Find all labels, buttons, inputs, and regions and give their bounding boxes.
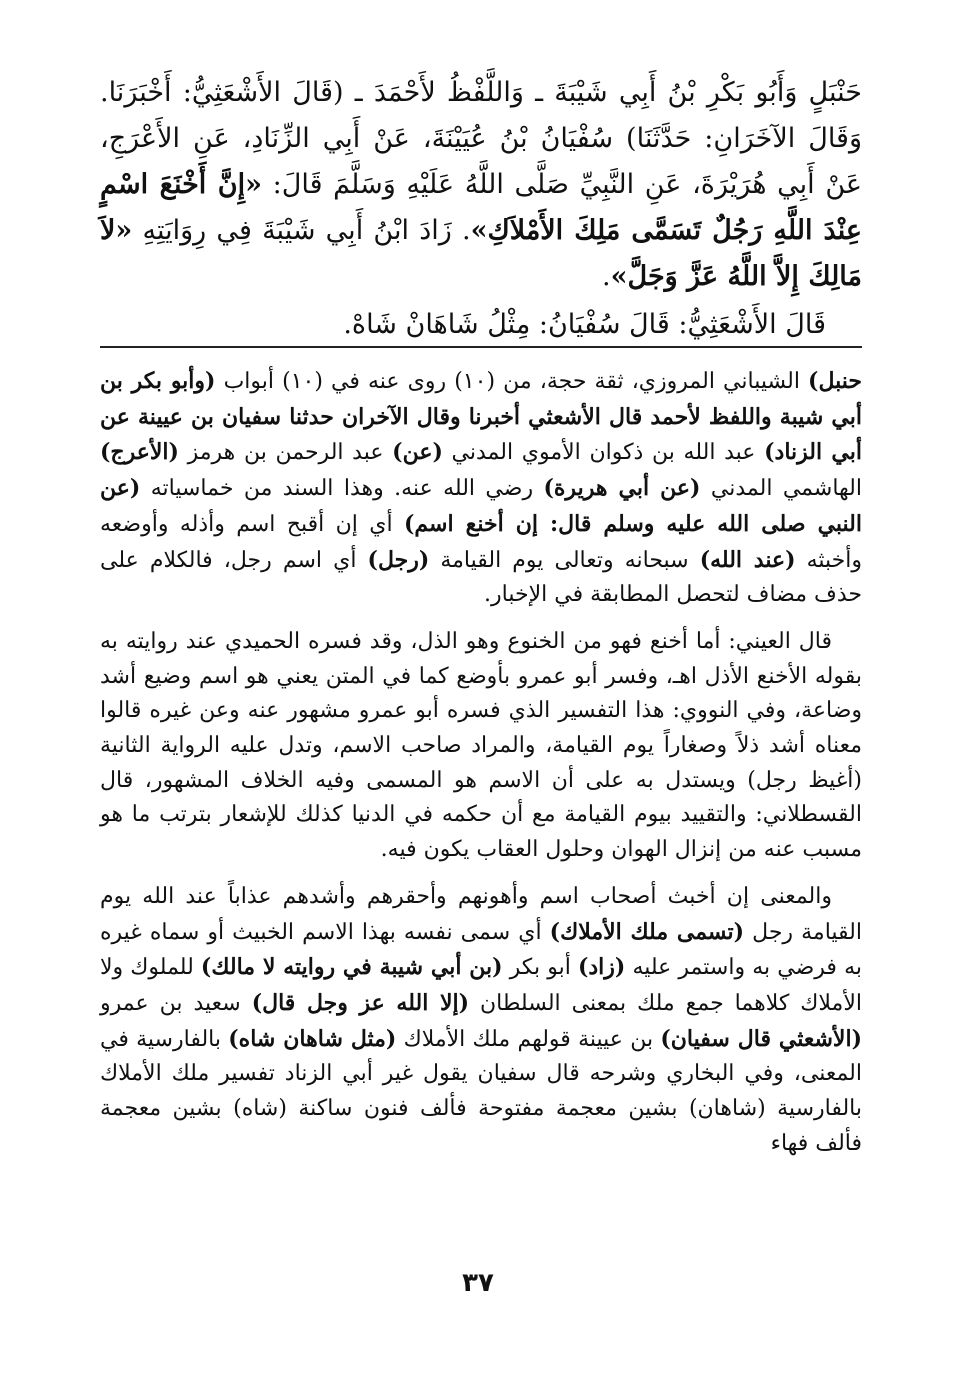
commentary-paragraph-2: قال العيني: أما أخنع فهو من الخنوع وهو الذل، وقد فسره الحميدي عند روايته به بقوله الأخنع الأذل اهـ، وفسر أبو عمرو بأوضع كما في المتن يعني هو اسم وضيع أشد وضاعة، وفي النووي: هذا التفسير الذي فسره أبو عمرو مشهور عنه وعن غيره قالوا معناه أشد ذلاً وصغاراً يوم القيامة، والمراد صاحب الاسم، وتدل عليه الرواية الثانية (أغيظ رجل) ويستدل به على أن الاسم هو المسمى وفيه الخلاف المشهور، قال القسطلاني: والتقييد بيوم القيامة مع أن حكمه في الدنيا كذلك للإشعار بترتب ما هو مسبب عنه من إنزال الهوان وحلول العقاب يكون فيه. [100,628,862,863]
commentary-text: رضي الله عنه. وهذا السند من خماسياته [140,476,544,502]
commentary-text: والمعنى إن أخبث أصحاب اسم وأهونهم وأحقرهم وأشدهم عذاباً عند الله يوم القيامة رجل [100,883,862,945]
commentary-paragraph-3 [100,880,862,1162]
page-number: ٣٧ [462,1268,494,1298]
commentary-term: (وأبو بكر بن أبي شيبة واللفظ لأحمد قال الأشعثي أخبرنا وقال الآخران حدثنا سفيان بن عيينة عن أبي الزناد) [100,368,863,466]
commentary-text: عبد الله بن ذكوان الأموي المدني [442,440,765,466]
hadith-text [100,70,862,348]
hadith-ashathi-line: قَالَ الأَشْعَثِيُّ: قَالَ سُفْيَانُ: مِثْلُ شَاهَانْ شَاهْ. [343,309,826,340]
commentary-term: (عن أبي هريرة) [543,475,701,502]
commentary [100,364,862,1173]
hadith-block [100,70,862,348]
commentary-text: أبو بكر [502,955,578,981]
commentary-term: (زاد) [577,954,626,981]
commentary-term: (عن) [392,439,443,466]
commentary-term: (إلا الله عز وجل قال) [251,989,470,1016]
commentary-term: (مثل شاهان شاه) [228,1025,397,1052]
commentary-term: (تسمى ملك الأملاك) [549,918,745,945]
commentary-text: عبد الرحمن بن هرمز [178,440,393,466]
commentary-term: (عند الله) [699,546,796,573]
commentary-text: سعيد بن عمرو [100,990,252,1016]
hadith-addition: «لاَ مَالِكَ إِلاَّ اللَّهُ عَزَّ وَجَلَّ» [100,215,862,292]
footnote-divider [100,346,862,348]
hadith-matn: «إِنَّ أَخْنَعَ اسْمٍ عِنْدَ اللَّهِ رَجُلٌ تَسَمَّى مَلِكَ الأَمْلاَكِ» [100,169,862,246]
commentary-term: (بن أبي شيبة في روايته لا مالك) [200,954,503,981]
commentary-term: حنبل) [808,368,862,394]
commentary-text: الشيباني المروزي، ثقة حجة، من (١٠) روى عنه في (١٠) أبواب [215,369,809,394]
commentary-text: للملوك ولا الأملاك كلاهما جمع ملك بمعنى السلطان [100,955,862,1016]
commentary-text: سبحانه وتعالى يوم القيامة [429,547,700,573]
commentary-text: بالفارسية في المعنى، وفي البخاري وشرحه قال سفيان يقول غير أبي الزناد تفسير ملك الأملاك بالفارسية (شاهان) بشين معجمة مفتوحة فألف فنون ساكنة (شاه) بشين معجمة فألف فهاء [100,1026,862,1156]
commentary-text: أي اسم رجل، فالكلام على حذف مضاف لتحصل المطابقة في الإخبار. [100,547,862,608]
commentary-term: (رجل) [367,546,430,573]
commentary-paragraph-1 [100,364,862,613]
commentary-text: بن عيينة قولهم ملك الأملاك [396,1026,661,1052]
commentary-term: (الأشعثي قال سفيان) [660,1025,862,1052]
commentary-text: أي سمى نفسه بهذا الاسم الخبيث أو سماه غيره به فرضي به واستمر عليه [100,919,862,981]
commentary-text: الهاشمي المدني [700,476,862,502]
hadith-paragraph [100,70,862,300]
commentary-term: (عن النبي صلى الله عليه وسلم قال: إن أخنع اسم) [100,475,862,537]
hadith-addition-intro: . زَادَ ابْنُ أَبِي شَيْبَةَ فِي رِوَايَتِهِ [132,215,471,246]
commentary-text: أي إن أقبح اسم وأذله وأوضعه وأخبثه [100,511,863,573]
hadith-end: . [602,261,611,292]
commentary-term: (الأعرج) [100,439,179,466]
hadith-chain: حَنْبَلٍ وَأَبُو بَكْرِ بْنُ أَبِي شَيْبَةَ ـ وَاللَّفْظُ لأَحْمَدَ ـ (قَالَ الأَشْعَثِيُّ: أَخْبَرَنَا. وَقَالَ الآخَرَانِ: حَدَّثَنَا) سُفْيَانُ بْنُ عُيَيْنَةَ، عَنْ أَبِي الزِّنَادِ، عَنِ الأَعْرَجِ، عَنْ أَبِي هُرَيْرَةَ، عَنِ النَّبِيِّ صَلَّى اللَّهُ عَلَيْهِ وَسَلَّمَ قَالَ: [100,77,862,200]
